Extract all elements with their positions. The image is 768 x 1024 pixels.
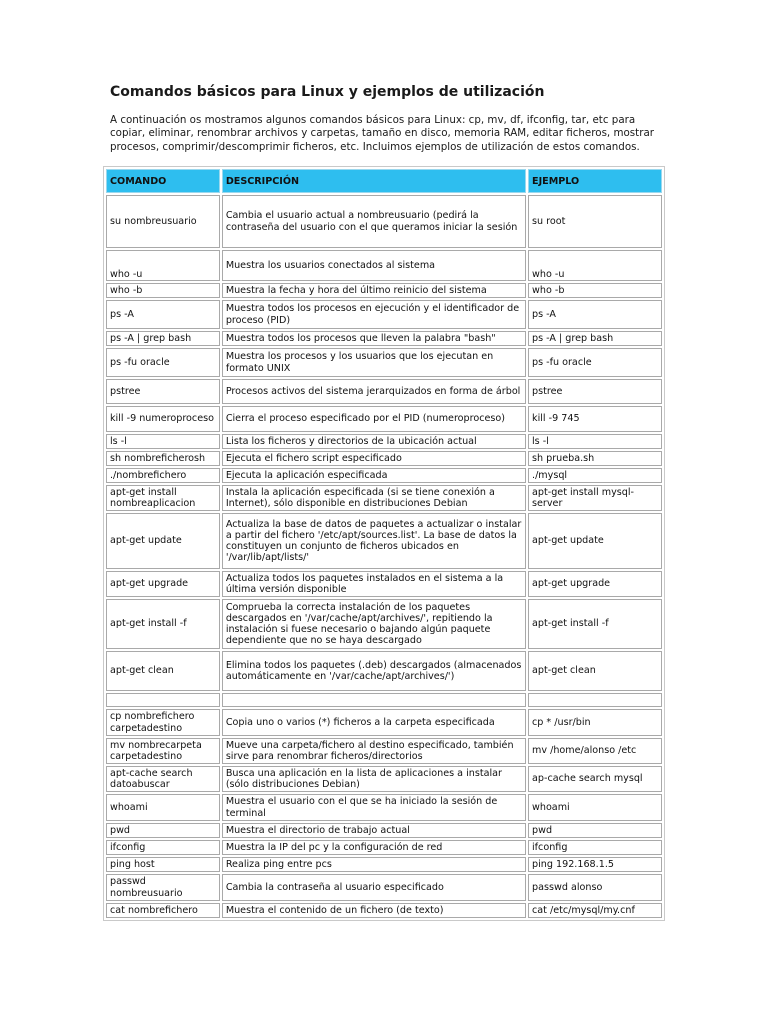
- ejemplo-cell: who -b: [528, 283, 662, 298]
- table-row: [106, 300, 662, 329]
- ejemplo-cell: mv /home/alonso /etc: [528, 738, 662, 764]
- comando-cell: cat nombrefichero: [106, 903, 220, 918]
- table-row: [106, 379, 662, 404]
- table-row: [106, 599, 662, 649]
- comando-cell: pstree: [106, 379, 220, 404]
- descripcion-cell: Muestra la IP del pc y la configuración de red: [222, 840, 526, 855]
- table-row: [106, 766, 662, 792]
- ejemplo-cell: whoami: [528, 794, 662, 821]
- ejemplo-cell: cat /etc/mysql/my.cnf: [528, 903, 662, 918]
- comando-cell: whoami: [106, 794, 220, 821]
- descripcion-cell: Muestra el directorio de trabajo actual: [222, 823, 526, 838]
- ejemplo-cell: ls -l: [528, 434, 662, 449]
- comando-cell: ls -l: [106, 434, 220, 449]
- descripcion-cell: Cierra el proceso especificado por el PID (numeroproceso): [222, 406, 526, 432]
- comando-cell: passwd nombreusuario: [106, 874, 220, 901]
- ejemplo-cell: ps -A: [528, 300, 662, 329]
- comando-cell: apt-get clean: [106, 651, 220, 691]
- header-descripcion: DESCRIPCIÓN: [222, 169, 526, 193]
- ejemplo-cell: cp * /usr/bin: [528, 709, 662, 736]
- ejemplo-cell: sh prueba.sh: [528, 451, 662, 466]
- ejemplo-cell: [528, 693, 662, 707]
- page-title: Comandos básicos para Linux y ejemplos de utilización: [110, 84, 545, 100]
- comando-cell: apt-get install nombreaplicacion: [106, 485, 220, 511]
- ejemplo-cell: pstree: [528, 379, 662, 404]
- descripcion-cell: Busca una aplicación en la lista de aplicaciones a instalar (sólo distribuciones Debian): [222, 766, 526, 792]
- comando-cell: mv nombrecarpeta carpetadestino: [106, 738, 220, 764]
- table-row: [106, 468, 662, 483]
- comando-cell: su nombreusuario: [106, 195, 220, 248]
- table-row: [106, 283, 662, 298]
- descripcion-cell: [222, 693, 526, 707]
- comando-cell: ps -A: [106, 300, 220, 329]
- table-row: [106, 331, 662, 346]
- intro-paragraph: A continuación os mostramos algunos comandos básicos para Linux: cp, mv, df, ifconfig, tar, etc para copiar, eliminar, renombrar archivos y carpetas, tamaño en disco, memoria RAM, editar ficheros, mostrar procesos, comprimir/descomprimir ficheros, etc. Incluimos ejemplos de utilización de estos comandos.: [110, 114, 654, 153]
- ejemplo-cell: ps -A | grep bash: [528, 331, 662, 346]
- table-row: [106, 709, 662, 736]
- table-body: [106, 195, 662, 918]
- descripcion-cell: Muestra los usuarios conectados al sistema: [222, 250, 526, 281]
- descripcion-cell: Instala la aplicación especificada (si se tiene conexión a Internet), sólo disponible en distribuciones Debian: [222, 485, 526, 511]
- descripcion-cell: Lista los ficheros y directorios de la ubicación actual: [222, 434, 526, 449]
- ejemplo-cell: apt-get upgrade: [528, 571, 662, 597]
- table-row: [106, 451, 662, 466]
- descripcion-cell: Mueve una carpeta/fichero al destino especificado, también sirve para renombrar ficheros/directorios: [222, 738, 526, 764]
- descripcion-cell: Muestra todos los procesos en ejecución y el identificador de proceso (PID): [222, 300, 526, 329]
- table-row: [106, 840, 662, 855]
- table-row: [106, 434, 662, 449]
- comando-cell: who -u: [106, 250, 220, 281]
- table-row: [106, 874, 662, 901]
- descripcion-cell: Cambia el usuario actual a nombreusuario (pedirá la contraseña del usuario con el que queramos iniciar la sesión: [222, 195, 526, 248]
- descripcion-cell: Elimina todos los paquetes (.deb) descargados (almacenados automáticamente en '/var/cache/apt/archives/'): [222, 651, 526, 691]
- ejemplo-cell: pwd: [528, 823, 662, 838]
- table-row: [106, 485, 662, 511]
- ejemplo-cell: apt-get clean: [528, 651, 662, 691]
- table-row: [106, 651, 662, 691]
- ejemplo-cell: ./mysql: [528, 468, 662, 483]
- table-row: [106, 406, 662, 432]
- comando-cell: ps -A | grep bash: [106, 331, 220, 346]
- comando-cell: apt-get update: [106, 513, 220, 569]
- descripcion-cell: Actualiza la base de datos de paquetes a actualizar o instalar a partir del fichero '/etc/apt/sources.list'. La base de datos la constituyen un conjunto de ficheros ubicados en '/var/lib/apt/lists/': [222, 513, 526, 569]
- table-row: [106, 693, 662, 707]
- comando-cell: kill -9 numeroproceso: [106, 406, 220, 432]
- table-row: [106, 571, 662, 597]
- table-row: [106, 195, 662, 248]
- ejemplo-cell: apt-get update: [528, 513, 662, 569]
- table-row: [106, 250, 662, 281]
- header-ejemplo: EJEMPLO: [528, 169, 662, 193]
- commands-table: [103, 166, 665, 921]
- table-row: [106, 857, 662, 872]
- comando-cell: ps -fu oracle: [106, 348, 220, 377]
- descripcion-cell: Ejecuta la aplicación especificada: [222, 468, 526, 483]
- comando-cell: sh nombreficherosh: [106, 451, 220, 466]
- descripcion-cell: Copia uno o varios (*) ficheros a la carpeta especificada: [222, 709, 526, 736]
- ejemplo-cell: who -u: [528, 250, 662, 281]
- descripcion-cell: Ejecuta el fichero script especificado: [222, 451, 526, 466]
- table-row: [106, 903, 662, 918]
- comando-cell: apt-cache search datoabuscar: [106, 766, 220, 792]
- table-header-row: [106, 169, 662, 193]
- ejemplo-cell: passwd alonso: [528, 874, 662, 901]
- comando-cell: apt-get install -f: [106, 599, 220, 649]
- comando-cell: ./nombrefichero: [106, 468, 220, 483]
- descripcion-cell: Realiza ping entre pcs: [222, 857, 526, 872]
- ejemplo-cell: apt-get install mysql-server: [528, 485, 662, 511]
- table-row: [106, 738, 662, 764]
- comando-cell: ifconfig: [106, 840, 220, 855]
- ejemplo-cell: ps -fu oracle: [528, 348, 662, 377]
- comando-cell: who -b: [106, 283, 220, 298]
- comando-cell: ping host: [106, 857, 220, 872]
- ejemplo-cell: ap-cache search mysql: [528, 766, 662, 792]
- ejemplo-cell: ifconfig: [528, 840, 662, 855]
- ejemplo-cell: su root: [528, 195, 662, 248]
- descripcion-cell: Cambia la contraseña al usuario especificado: [222, 874, 526, 901]
- descripcion-cell: Actualiza todos los paquetes instalados en el sistema a la última versión disponible: [222, 571, 526, 597]
- ejemplo-cell: kill -9 745: [528, 406, 662, 432]
- comando-cell: cp nombrefichero carpetadestino: [106, 709, 220, 736]
- ejemplo-cell: apt-get install -f: [528, 599, 662, 649]
- descripcion-cell: Comprueba la correcta instalación de los paquetes descargados en '/var/cache/apt/archives/', repitiendo la instalación si fuese necesario o bajando algún paquete dependiente que no se haya descargado: [222, 599, 526, 649]
- comando-cell: apt-get upgrade: [106, 571, 220, 597]
- table-row: [106, 823, 662, 838]
- ejemplo-cell: ping 192.168.1.5: [528, 857, 662, 872]
- descripcion-cell: Procesos activos del sistema jerarquizados en forma de árbol: [222, 379, 526, 404]
- descripcion-cell: Muestra el contenido de un fichero (de texto): [222, 903, 526, 918]
- descripcion-cell: Muestra la fecha y hora del último reinicio del sistema: [222, 283, 526, 298]
- table-row: [106, 513, 662, 569]
- header-comando: COMANDO: [106, 169, 220, 193]
- table-row: [106, 794, 662, 821]
- descripcion-cell: Muestra todos los procesos que lleven la palabra "bash": [222, 331, 526, 346]
- comando-cell: [106, 693, 220, 707]
- descripcion-cell: Muestra el usuario con el que se ha iniciado la sesión de terminal: [222, 794, 526, 821]
- comando-cell: pwd: [106, 823, 220, 838]
- descripcion-cell: Muestra los procesos y los usuarios que los ejecutan en formato UNIX: [222, 348, 526, 377]
- table-row: [106, 348, 662, 377]
